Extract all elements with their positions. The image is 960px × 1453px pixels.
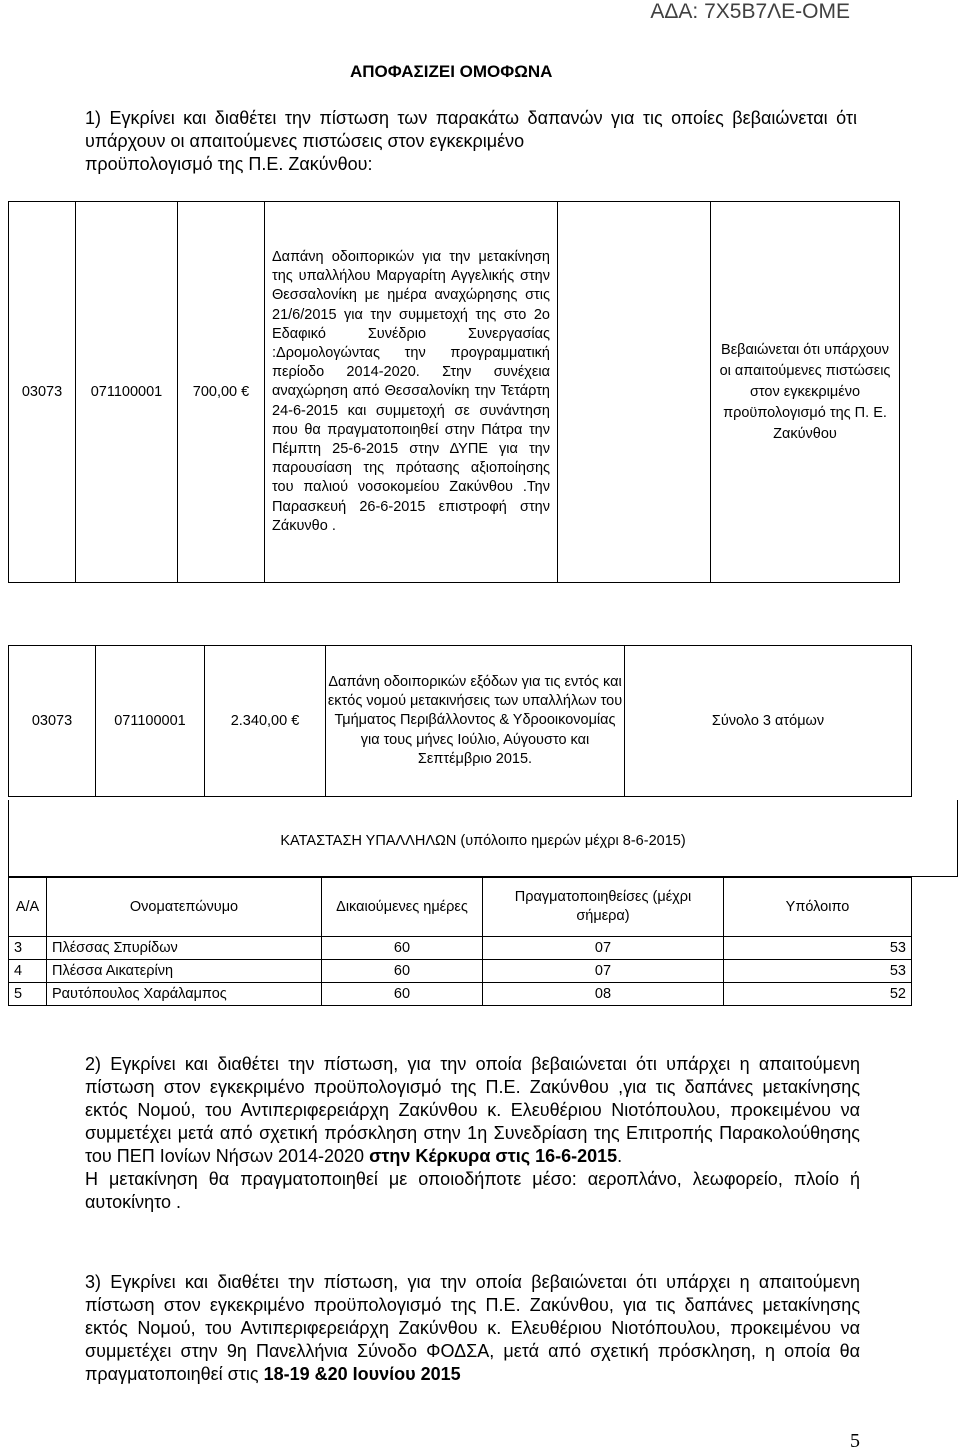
row-entitled: 60 [322,960,483,983]
row-remaining: 53 [724,960,912,983]
paragraph-2-transport: Η μετακίνηση θα πραγματοποιηθεί με οποιοδήποτε μέσο: αεροπλάνο, λεωφορείο, πλοίο ή αυτοκίνητο . [85,1169,860,1212]
row-used: 07 [483,960,724,983]
row-entitled: 60 [322,937,483,960]
row-aa: 5 [9,983,47,1006]
table-row [9,937,912,960]
table-row [9,983,912,1006]
expense-1-code: 03073 [9,202,76,583]
col-used-days: Πραγματοποιηθείσες (μέχρι σήμερα) [483,878,724,937]
expense-1-description: Δαπάνη οδοιπορικών για την μετακίνηση της υπαλλήλου Μαργαρίτη Αγγελικής στην Θεσσαλονίκη με ημέρα αναχώρησης στις 21/6/2015 για την συμμετοχή της στο 2ο Εδαφικό Συνέδριο Συνεργασίας :Δρομολογώντας την προγραμματική περίοδο 2014-2020. Στην συνέχεια αναχώρηση από Θεσσαλονίκη την Τετάρτη 24-6-2015 και συμμετοχή σε συνάντηση που θα πραγματοποιηθεί στην Πάτρα την Πέμπτη 25-6-2015 στην ΔΥΠΕ για την παρουσίαση της πρότασης αξιοποίησης του παλιού νοσοκομείου Ζακύνθου .Την Παρασκευή 26-6-2015 επιστροφή στην Ζάκυνθο . [265,202,558,583]
expense-1-note: Βεβαιώνεται ότι υπάρχουν οι απαιτούμενες πιστώσεις στον εγκεκριμένο προϋπολογισμό της Π. Ε. Ζακύνθου [711,202,900,583]
paragraph-1-text: 1) Εγκρίνει και διαθέτει την πίστωση των παρακάτω δαπανών για τις οποίες βεβαιώνεται ότι υπάρχουν οι απαιτούμενες πιστώσεις στον εγκεκριμένο [85,108,857,151]
expense-2-note: Σύνολο 3 ατόμων [625,646,912,797]
paragraph-2-text: 2) Εγκρίνει και διαθέτει την πίστωση, για την οποία βεβαιώνεται ότι υπάρχει η απαιτούμενη πίστωση στον εγκεκριμένο προϋπολογισμό της Π.Ε. Ζακύνθου ,για τις δαπάνες μετακίνησης εκτός Νομού, του Αντιπεριφερειάρχη Ζακύνθου κ. Ελευθέριου Νιοτόπουλου, προκειμένου να συμμετέχει μετά από σχετική πρόσκληση στην 1η Συνεδρίαση της Επιτροπής Παρακολούθησης του ΠΕΠ Ιονίων Νήσων 2014-2020 [85,1054,860,1166]
decision-title: ΑΠΟΦΑΣΙΖΕΙ ΟΜΟΦΩΝΑ [350,62,553,81]
row-entitled: 60 [322,983,483,1006]
row-aa: 3 [9,937,47,960]
expense-1-empty-cell [558,202,711,583]
row-remaining: 53 [724,937,912,960]
col-entitled-days: Δικαιούμενες ημέρες [322,878,483,937]
expense-table-2 [8,645,912,797]
row-name: Πλέσσας Σπυρίδων [47,937,322,960]
row-used: 08 [483,983,724,1006]
page-number: 5 [850,1430,860,1452]
expense-2-code: 03073 [9,646,96,797]
row-name: Ραυτόπουλος Χαράλαμπος [47,983,322,1006]
paragraph-1-end: προϋπολογισμό της Π.Ε. Ζακύνθου: [85,154,373,174]
paragraph-2-bold: στην Κέρκυρα στις 16-6-2015 [369,1146,618,1166]
paragraph-3-bold: 18-19 &20 Ιουνίου 2015 [263,1364,461,1384]
expense-1-amount: 700,00 € [178,202,265,583]
row-remaining: 52 [724,983,912,1006]
table-row [9,960,912,983]
expense-table-1 [8,201,900,583]
col-name: Ονοματεπώνυμο [47,878,322,937]
staff-table-header [9,878,912,937]
paragraph-2 [85,1053,860,1214]
row-used: 07 [483,937,724,960]
staff-status-box [8,800,958,877]
col-remaining: Υπόλοιπο [724,878,912,937]
expense-2-account: 071100001 [96,646,205,797]
staff-status-title: ΚΑΤΑΣΤΑΣΗ ΥΠΑΛΛΗΛΩΝ (υπόλοιπο ημερών μέχρι 8-6-2015) [280,833,686,849]
staff-table [8,877,912,1006]
paragraph-3-text: 3) Εγκρίνει και διαθέτει την πίστωση, για την οποία βεβαιώνεται ότι υπάρχει η απαιτούμενη πίστωση στον εγκεκριμένο προϋπολογισμό της Π.Ε. Ζακύνθου, για τις δαπάνες μετακίνησης εκτός Νομού, του Αντιπεριφερειάρχη Ζακύνθου κ. Ελευθέριου Νιοτόπουλου, προκειμένου να συμμετέχει στην 9η Πανελλήνια Σύνοδο ΦΟΔΣΑ, μετά από σχετική πρόσκληση, η οποία θα πραγματοποιηθεί στις [85,1272,860,1384]
expense-2-amount: 2.340,00 € [205,646,326,797]
paragraph-3 [85,1271,860,1386]
expense-1-account: 071100001 [76,202,178,583]
ada-code: ΑΔΑ: 7Χ5Β7ΛΕ-ΟΜΕ [650,0,850,23]
paragraph-1 [85,107,857,176]
col-aa: Α/Α [9,878,47,937]
paragraph-2-body [85,1053,860,1168]
row-aa: 4 [9,960,47,983]
row-name: Πλέσσα Αικατερίνη [47,960,322,983]
expense-2-description: Δαπάνη οδοιπορικών εξόδων για τις εντός και εκτός νομού μετακινήσεις των υπαλλήλων του Τμήματος Περιβάλλοντος & Υδροοικονομίας για τους μήνες Ιούλιο, Αύγουστο και Σεπτέμβριο 2015. [326,646,625,797]
paragraph-2-period: . [617,1146,623,1166]
